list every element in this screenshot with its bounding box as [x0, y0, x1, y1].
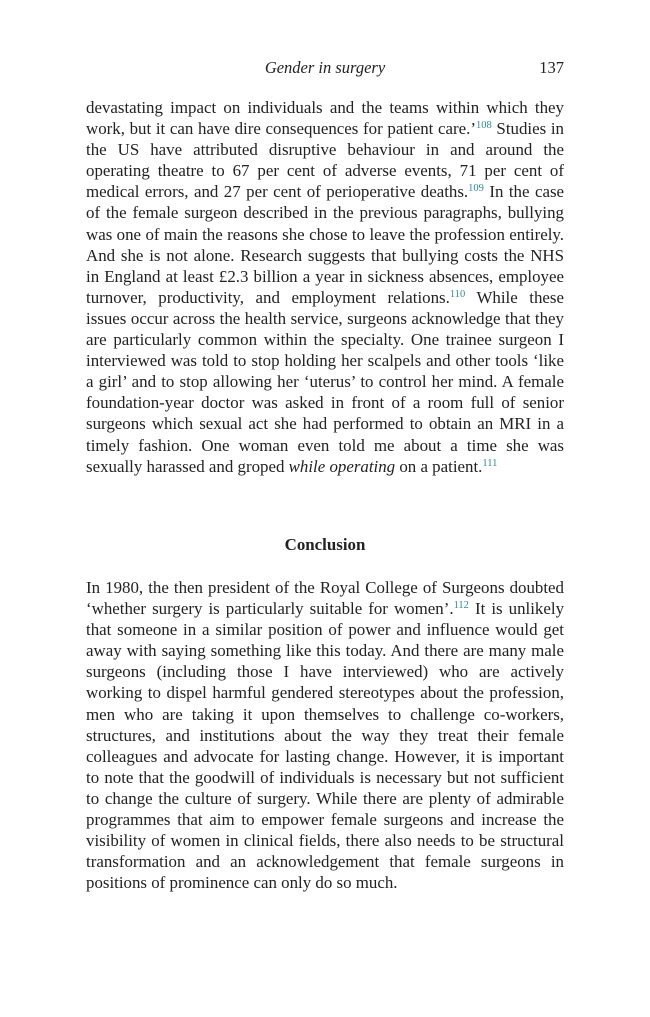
- footnote-reference-110[interactable]: 110: [449, 288, 466, 300]
- body-paragraph-2: [86, 577, 564, 893]
- paragraph-text: While these issues occur across the health service, surgeons acknowledge that they are particularly common within the specialty. One trainee surgeon I interviewed was told to stop holding her scalpels and other tools ‘like a girl’ and to stop allowing her ‘uterus’ to control her mind. A female foundation-year doctor was asked in front of a room full of senior surgeons which sexual act she had performed to obtain an MRI in a timely fashion. One woman even told me about a time she was sexually harassed and groped: [86, 287, 564, 476]
- footnote-reference-108[interactable]: 108: [476, 120, 492, 132]
- running-head: [86, 58, 564, 78]
- paragraph-text: devastating impact on individuals and the teams within which they work, but it can have dire consequences for patient care.’: [86, 98, 564, 139]
- body-paragraph-1: [86, 97, 564, 477]
- paragraph-text: on a patient.: [395, 456, 483, 476]
- section-heading: Conclusion: [284, 535, 366, 554]
- emphasized-text: while operating: [288, 456, 396, 476]
- running-title: Gender in surgery: [264, 58, 386, 77]
- paragraph-text: Studies in the US have attributed disruptive behaviour in and around the operating theatre to 67 per cent of adverse events, 71 per cent of medical errors, and 27 per cent of perioperative deaths.: [86, 119, 564, 202]
- footnote-reference-112[interactable]: 112: [453, 600, 469, 612]
- paragraph-text: In the case of the female surgeon described in the previous paragraphs, bullying was one of main the reasons she chose to leave the profession entirely. And she is not alone. Research suggests that bullying costs the NHS in England at least £2.3 billion a year in sickness absences, employee turnover, productivity, and employment relations.: [86, 182, 565, 307]
- footnote-reference-111[interactable]: 111: [482, 457, 498, 469]
- footnote-reference-109[interactable]: 109: [468, 183, 484, 195]
- page-number: 137: [539, 58, 564, 77]
- paragraph-text: In 1980, the then president of the Royal College of Surgeons doubted ‘whether surgery is particularly suitable for women’.: [86, 578, 564, 619]
- paragraph-text: It is unlikely that someone in a similar position of power and influence would get away with saying something like this today. And there are many male surgeons (including those I have interviewed) who are actively working to dispel harmful gendered stereotypes about the profession, men who are taking it upon themselves to challenge co-workers, structures, and institutions about the way they treat their female colleagues and advocate for lasting change. However, it is important to note that the goodwill of individuals is necessary but not sufficient to change the culture of surgery. While there are plenty of admirable programmes that aim to empower female surgeons and increase the visibility of women in clinical fields, there also needs to be structural transformation and an acknowledgement that female surgeons in positions of prominence can only do so much.: [86, 599, 565, 893]
